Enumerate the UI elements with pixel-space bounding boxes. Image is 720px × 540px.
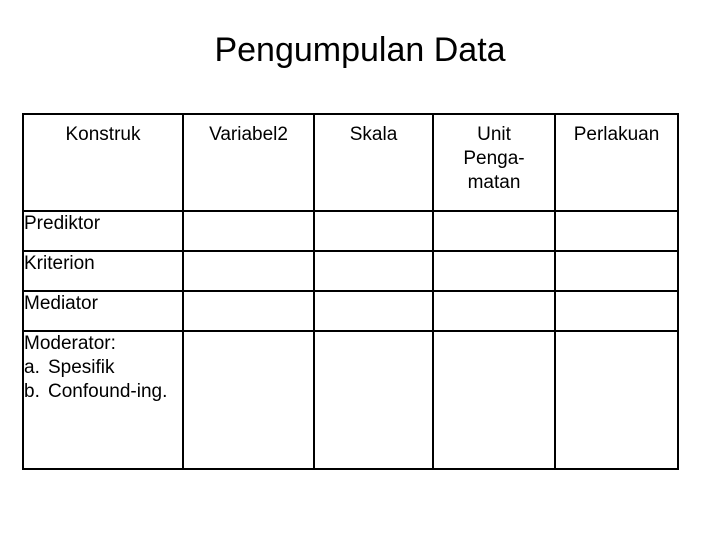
table-cell [433, 291, 555, 331]
table-cell [433, 251, 555, 291]
header-skala: Skala [314, 114, 433, 211]
data-collection-table [22, 113, 679, 470]
table-cell [183, 331, 314, 469]
table-cell [314, 251, 433, 291]
table-cell [555, 331, 678, 469]
table-cell [433, 211, 555, 251]
table-cell [183, 251, 314, 291]
list-marker: a. [24, 357, 40, 378]
table-cell [183, 211, 314, 251]
moderator-label: Moderator: [24, 333, 116, 354]
row-label-moderator [23, 331, 183, 469]
list-item [24, 380, 182, 404]
row-label-prediktor: Prediktor [23, 211, 183, 251]
table-cell [555, 291, 678, 331]
header-unit-pengamatan: Unit Penga- matan [433, 114, 555, 211]
header-konstruk: Konstruk [23, 114, 183, 211]
header-perlakuan: Perlakuan [555, 114, 678, 211]
header-row [23, 114, 678, 211]
list-item [24, 356, 182, 380]
table-row [23, 251, 678, 291]
table-row [23, 331, 678, 469]
table-cell [314, 291, 433, 331]
row-label-mediator: Mediator [23, 291, 183, 331]
table-cell [314, 211, 433, 251]
table-cell [314, 331, 433, 469]
table-row [23, 291, 678, 331]
page-title: Pengumpulan Data [214, 31, 506, 69]
list-item-text: Confound-ing. [48, 381, 168, 402]
table-cell [555, 211, 678, 251]
header-variabel: Variabel2 [183, 114, 314, 211]
list-item-text: Spesifik [48, 357, 115, 378]
table-cell [555, 251, 678, 291]
table-cell [433, 331, 555, 469]
list-marker: b. [24, 381, 40, 402]
table-row [23, 211, 678, 251]
row-label-kriterion: Kriterion [23, 251, 183, 291]
table-cell [183, 291, 314, 331]
